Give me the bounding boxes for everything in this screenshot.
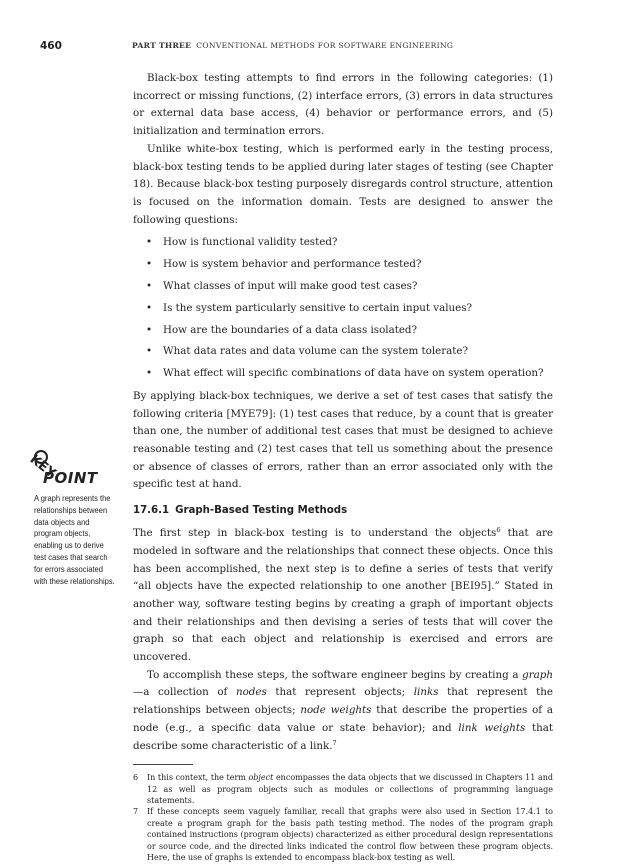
bullet-icon: • (146, 279, 153, 292)
key-label: KEY (26, 452, 59, 482)
list-item: • What data rates and data volume can the system tolerate? (163, 341, 553, 363)
part-label: PART THREE (132, 41, 192, 50)
list-item: • What classes of input will make good test cases? (163, 276, 553, 298)
bullet-icon: • (146, 301, 153, 314)
footnote-divider (133, 764, 193, 765)
key-point-text: A graph represents the relationships between data objects and program objects, enabling us to derive test cases that search for errors associated with these relationships. (34, 493, 115, 586)
question-list (133, 232, 553, 385)
footnote-number: 6 (133, 773, 139, 783)
footnotes (133, 772, 553, 863)
paragraph: Unlike white-box testing, which is performed early in the testing process, black-box testing tends to be applied during later stages of testing (see Chapter 18). Because black-box testing purposely disregards control structure, attention is focused on the information domain. Tests are designed to answer the following questions: (133, 142, 553, 226)
list-item: • Is the system particularly sensitive to certain input values? (163, 298, 553, 320)
section-title: Graph-Based Testing Methods (175, 505, 348, 517)
paragraph: Black-box testing attempts to find errors in the following categories: (1) incorrect or missing functions, (2) interface errors, (3) errors in data structures or external data base access, (4) behavior or performance errors, and (5) initialization and termination errors. (133, 72, 553, 138)
list-item: • How is system behavior and performance tested? (163, 254, 553, 276)
bullet-icon: • (146, 367, 153, 380)
paragraph: The first step in black-box testing is to understand the objects$^6$ that are modeled in software and the relationships that connect these objects. Once this has been accomplished, the next step is to define a series of tests that verify “all objects have the expected relationship to one another [BEI95].” Stated in another way, software testing begins by creating a graph of important objects and their relationships and then devising a series of tests that will cover the graph so that each object and relationship is exercised and errors are uncovered. (133, 526, 553, 664)
section-number: 17.6.1 (133, 505, 170, 517)
page-number: 460 (40, 40, 62, 52)
bullet-icon: • (146, 345, 153, 358)
bullet-icon: • (146, 258, 153, 271)
list-item: • How are the boundaries of a data class isolated? (163, 320, 553, 342)
point-label: POINT (43, 469, 98, 487)
main-text-column (133, 70, 553, 864)
footnote: 7 If these concepts seem vaguely familiar, recall that graphs were also used in Section 17.4.1 to create a program graph for the basis path testing method. The nodes of the program graph contained instructions (program objects) characterized as either procedural design representations or source code, and the directed links indicated the control flow between these program objects. Here, the use of graphs is extended to encompass black-box testing as well. (133, 807, 553, 863)
list-item: • How is functional validity tested? (163, 232, 553, 254)
paragraph: To accomplish these steps, the software engineer begins by creating a graph—a collection of nodes that represent objects; links that represent the relationships between objects; node weights that describe the properties of a node (e.g., a specific data value or state behavior); and link weights that describe some characteristic of a link.$^7$ (133, 668, 553, 752)
footnote-number: 7 (133, 807, 139, 817)
part-title: CONVENTIONAL METHODS FOR SOFTWARE ENGINEERING (196, 41, 454, 50)
bullet-icon: • (146, 236, 153, 249)
footnote-ref: 6 (496, 526, 501, 535)
footnote: 6 In this context, the term object encompasses the data objects that we discussed in Chapters 11 and 12 as well as program objects such as modules or collections of programming language statements. (133, 773, 553, 806)
section-heading (133, 503, 553, 519)
key-point-callout (26, 450, 134, 587)
list-item: • What effect will specific combinations of data have on system operation? (163, 363, 553, 385)
running-header (40, 40, 600, 54)
key-point-logo (26, 450, 134, 490)
bullet-icon: • (146, 323, 153, 336)
footnote-ref: 7 (332, 738, 337, 747)
running-head (132, 41, 453, 50)
paragraph: By applying black-box techniques, we derive a set of test cases that satisfy the following criteria [MYE79]: (1) test cases that reduce, by a count that is greater than one, the number of additional test cases that must be designed to achieve reasonable testing and (2) test cases that tell us something about the presence or absence of classes of errors, rather than an error associated only with the specific test at hand. (133, 389, 553, 491)
